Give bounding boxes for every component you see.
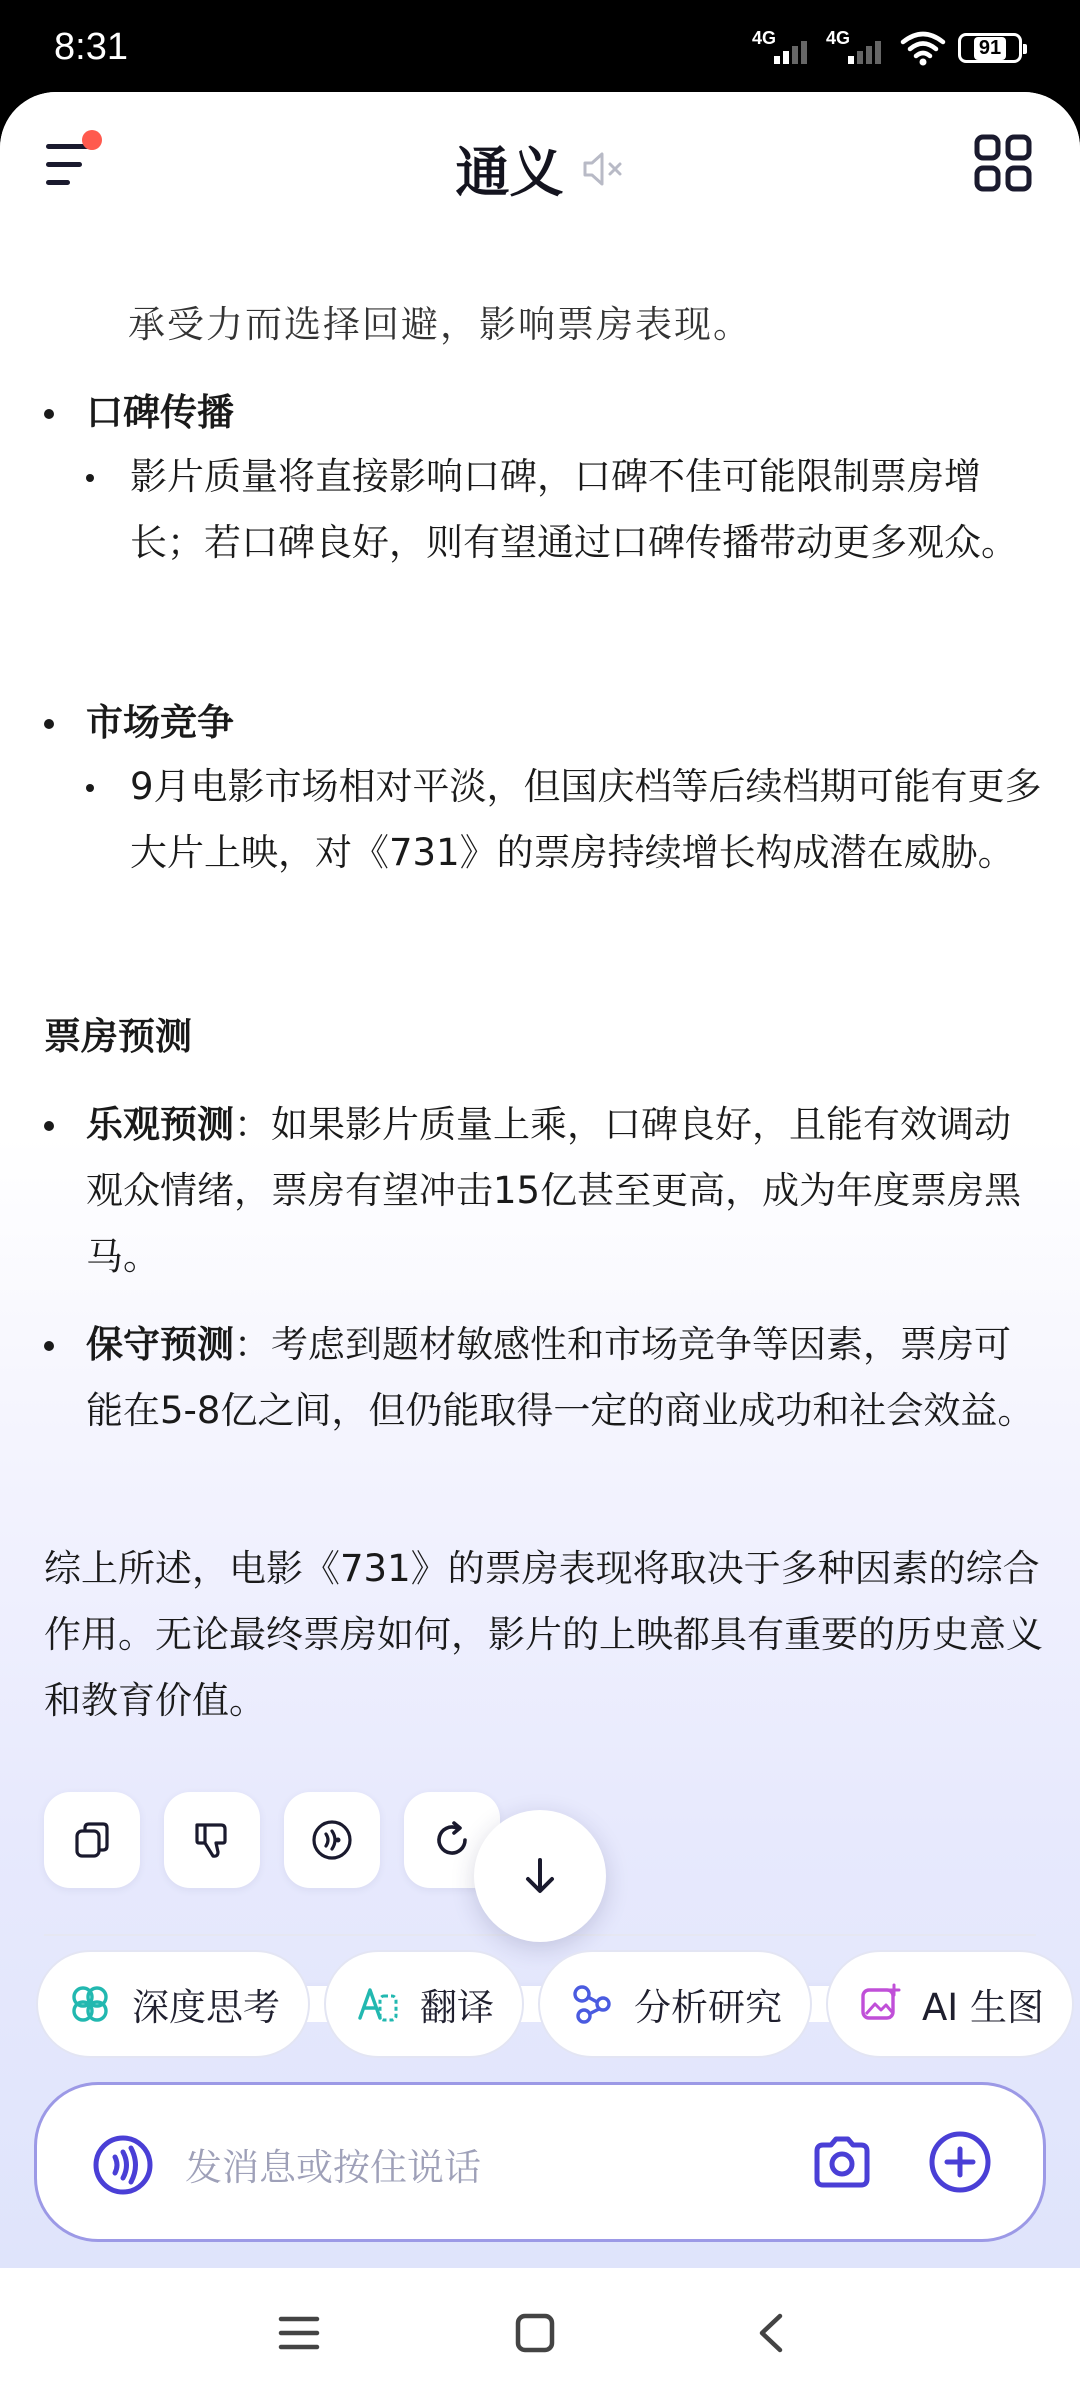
add-circle-icon[interactable] xyxy=(927,2129,993,2195)
tool-chip-deep-think[interactable] xyxy=(36,1950,310,2058)
regenerate-icon xyxy=(430,1818,474,1862)
back-icon[interactable] xyxy=(752,2312,788,2354)
thumbs-down-icon xyxy=(191,1819,233,1861)
forecast-heading: 票房预测 xyxy=(44,1015,192,1058)
app-header xyxy=(0,92,1080,232)
summary-paragraph: 综上所述，电影《731》的票房表现将取决于多种因素的综合作用。无论最终票房如何，影片的上映都具有重要的历史意义和教育价值。 xyxy=(44,1547,1043,1722)
tool-chip-analysis[interactable] xyxy=(538,1950,812,2058)
tool-chips xyxy=(36,1950,1074,2058)
signal-icon-1: 4G xyxy=(752,28,814,68)
apps-grid-icon[interactable] xyxy=(974,134,1032,192)
list-item xyxy=(86,754,1044,886)
wifi-icon xyxy=(900,30,946,66)
scroll-to-bottom-button[interactable] xyxy=(474,1810,606,1942)
tool-label: AI 生图 xyxy=(922,1986,1044,2029)
copy-icon xyxy=(72,1820,112,1860)
list-item xyxy=(44,380,1044,446)
page-title: 通义 xyxy=(455,141,564,204)
chat-screen xyxy=(0,92,1080,2268)
forecast-label: 保守预测 xyxy=(86,1323,234,1366)
image-gen-icon xyxy=(858,1982,902,2026)
message-content xyxy=(0,192,1080,2022)
dislike-button[interactable] xyxy=(164,1792,260,1888)
copy-button[interactable] xyxy=(44,1792,140,1888)
message-input[interactable]: 发消息或按住说话 xyxy=(185,2146,481,2189)
list-item xyxy=(44,690,1044,756)
status-icons xyxy=(752,28,1022,68)
deep-think-icon xyxy=(68,1982,112,2026)
tool-label: 深度思考 xyxy=(132,1986,280,2029)
home-icon[interactable] xyxy=(514,2312,556,2354)
translate-icon xyxy=(356,1982,400,2026)
list-item xyxy=(86,444,1044,576)
battery-icon: 91 xyxy=(958,33,1022,63)
section-detail: 影片质量将直接影响口碑，口碑不佳可能限制票房增长；若口碑良好，则有望通过口碑传播带动更多观众。 xyxy=(130,455,1018,564)
list-item xyxy=(44,1312,1044,1444)
voice-play-icon xyxy=(310,1818,354,1862)
signal-icon-2: 4G xyxy=(826,28,888,68)
status-time: 8:31 xyxy=(54,26,128,68)
read-aloud-button[interactable] xyxy=(284,1792,380,1888)
arrow-down-icon xyxy=(520,1854,560,1898)
section-heading: 市场竞争 xyxy=(86,701,234,744)
message-input-bar xyxy=(34,2082,1046,2242)
tool-label: 翻译 xyxy=(420,1986,494,2029)
clipped-text-line: 承受力而选择回避，影响票房表现。 xyxy=(128,303,752,346)
section-detail: 9月电影市场相对平淡，但国庆档等后续档期可能有更多大片上映，对《731》的票房持续增长构成潜在威胁。 xyxy=(130,765,1042,874)
section-heading: 口碑传播 xyxy=(86,391,234,434)
list-item xyxy=(44,1092,1044,1290)
analysis-icon xyxy=(570,1982,614,2026)
message-actions xyxy=(44,1792,500,1888)
voice-input-icon[interactable] xyxy=(91,2133,155,2197)
speaker-mute-icon[interactable] xyxy=(581,149,625,189)
status-bar xyxy=(0,0,1080,96)
tool-chip-translate[interactable] xyxy=(324,1950,524,2058)
recent-apps-icon[interactable] xyxy=(278,2314,320,2352)
camera-icon[interactable] xyxy=(811,2131,873,2193)
forecast-text: ：如果影片质量上乘，口碑良好，且能有效调动观众情绪，票房有望冲击15亿甚至更高，成为年度票房黑马。 xyxy=(86,1103,1022,1278)
forecast-text: ：考虑到题材敏感性和市场竞争等因素，票房可能在5-8亿之间，但仍能取得一定的商业成功和社会效益。 xyxy=(86,1323,1035,1432)
system-nav-bar xyxy=(0,2268,1080,2400)
tool-label: 分析研究 xyxy=(634,1986,782,2029)
tool-chip-image-gen[interactable] xyxy=(826,1950,1074,2058)
forecast-label: 乐观预测 xyxy=(86,1103,234,1146)
